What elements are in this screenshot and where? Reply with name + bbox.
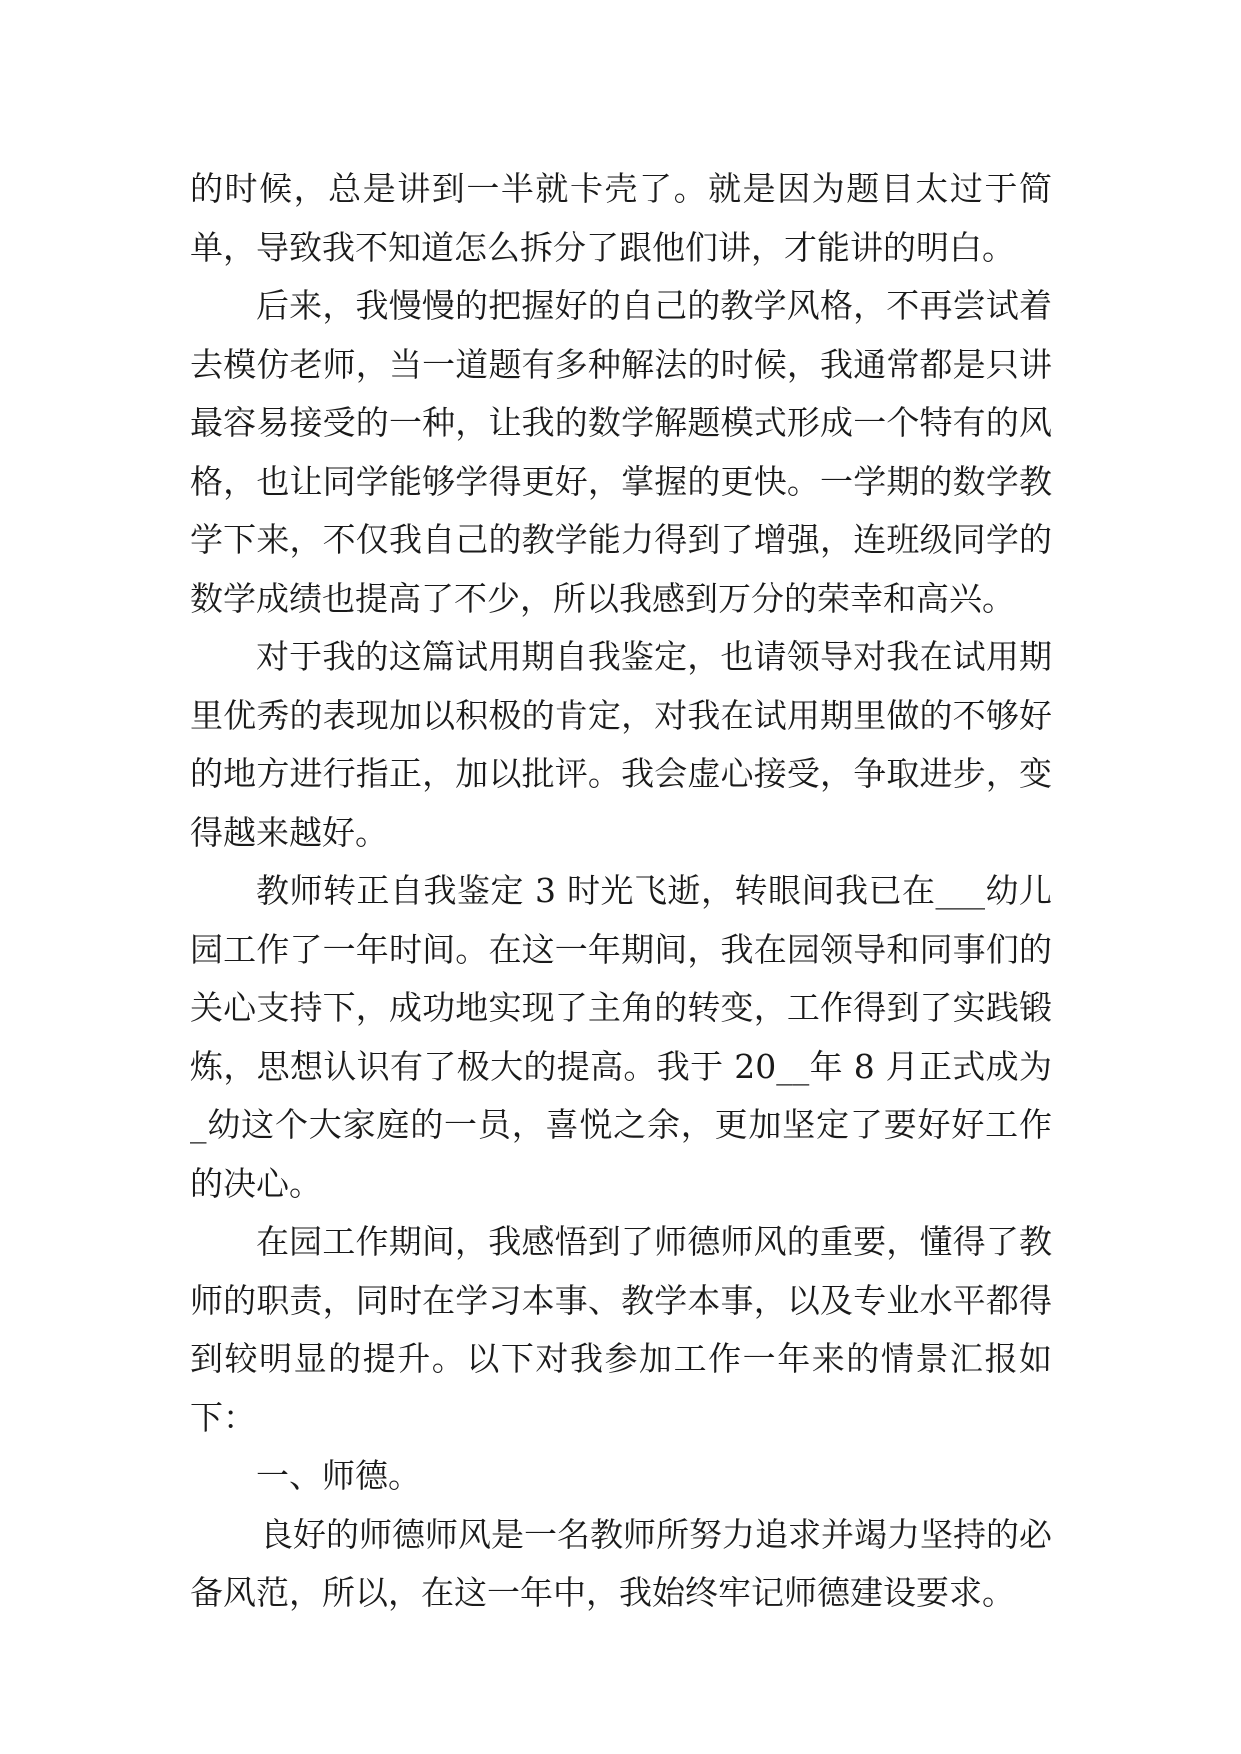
paragraph-teaching-style: 后来，我慢慢的把握好的自己的教学风格，不再尝试着去模仿老师，当一道题有多种解法的时候，我通常都是只讲最容易接受的一种，让我的数学解题模式形成一个特有的风格，也让同学能够学得更好，掌握的更快。一学期的数学教学下来，不仅我自己的教学能力得到了增强，连班级同学的数学成绩也提高了不少，所以我感到万分的荣幸和高兴。 <box>190 286 1052 618</box>
document-body <box>190 160 1052 1623</box>
paragraph-ethics: 良好的师德师风是一名教师所努力追求并竭力坚持的必备风范，所以，在这一年中，我始终牢记师德建设要求。 <box>190 1514 1052 1612</box>
paragraph-appraisal-3-intro: 教师转正自我鉴定 3 时光飞逝，转眼间我已在___幼儿园工作了一年时间。在这一年期间，我在园领导和同事们的关心支持下，成功地实现了主角的转变，工作得到了实践锻炼，思想认识有了极大的提高。我于 20__年 8 月正式成为_幼这个大家庭的一员，喜悦之余，更加坚定了要好好工作的决心。 <box>190 871 1052 1203</box>
section-heading-ethics: 一、师德。 <box>256 1456 421 1495</box>
paragraph-work-period: 在园工作期间，我感悟到了师德师风的重要，懂得了教师的职责，同时在学习本事、教学本事，以及专业水平都得到较明显的提升。以下对我参加工作一年来的情景汇报如下： <box>190 1222 1052 1437</box>
paragraph-self-assessment-request: 对于我的这篇试用期自我鉴定，也请领导对我在试用期里优秀的表现加以积极的肯定，对我在试用期里做的不够好的地方进行指正，加以批评。我会虚心接受，争取进步，变得越来越好。 <box>190 637 1052 852</box>
paragraph-continuation: 的时候，总是讲到一半就卡壳了。就是因为题目太过于简单，导致我不知道怎么拆分了跟他们讲，才能讲的明白。 <box>190 169 1052 267</box>
